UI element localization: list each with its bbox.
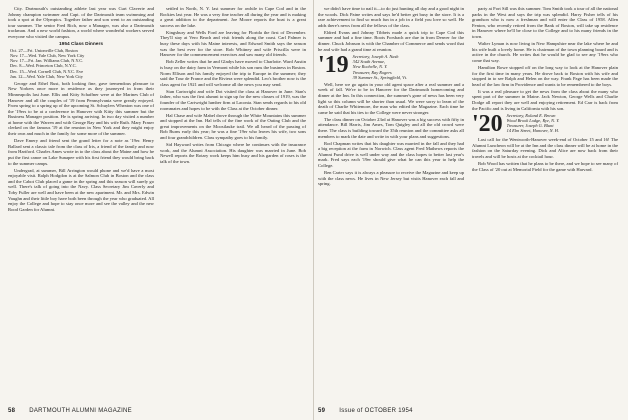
officer-line: 14 Elm Street, Hanover, N. H. (506, 128, 560, 134)
column-4 (472, 6, 618, 174)
page-number: 58 (8, 408, 16, 414)
class-officers (507, 113, 560, 133)
paragraph: The class dinner on October 23rd at Hanover was a big success with fifty in attendance. Bill Harris, Jim Ames, Tom Quigley and all the old crowd were there. The class is building toward the 35th reunion and the committee asks all members to mark the date and write in with your plans and suggestions. (318, 116, 464, 139)
paragraph: City. Dartmouth's outstanding athlete last year was Curt Claverie and Johnny champion swimmer and Capt. of the Dartmouth team swimming and took a spot at the Olympics. Together father and son went to an outstanding tour summer. The senior Fred Rich, now a Manager, was also a Dartmouth trackman. And a new world fashion, a world where wonderful workers served everyone who visited the campus. (8, 6, 154, 39)
column-3 (318, 6, 464, 188)
paragraph: George and Ethel Rust, both looking fine, gave tremendous pleasure to New Yorkers once more in residence as they journeyed in from their Minneapolis last June. Ellis and Kitty Schaffner were at the Marines Club of Hanover and all the couples of '19 from Pennsylvania were greatly enjoyed. From spring to a spring up of the upcoming St. Schuylers Wheaton was one of the '19ers to be at a conference in Hanover with Kitty this summer but the Business Manager position. He is spring arriving. In two day visited a number at home with the Warren and with George Ray and his wife Ruth. Mary Fraser clerked on the famous '19 at the reunion in New York and they might enjoy their own and much in the family for some more of the summer. (8, 80, 154, 137)
paragraph: Hamilton Rowe stopped off on the long way to look at the Hanover plain for the first time in many years. He drove back to Boston with his wife and stopped in to see Ralph and Helen on the way. Frank Page has been made the head of the law firm in Providence and wants to be remembered to the boys. (472, 64, 618, 87)
paragraph: settled in North, N. Y. last summer for awhile in Cape Cod and in the Rockies last year. He was a very fine teacher all during the year and is making a great addition to the department. Joe Moore reports the boat is a great success on the lake. (160, 6, 306, 28)
class-officers (353, 54, 407, 79)
paragraph: Last call for the Wentworth-Hanover week-end of October 15 and 16! The Alumni Luncheon will be at the Inn and the class dinner will be at home in the fashion on the Saturday evening. Dick and Alice are now back from their travels and will be hosts at the cocktail hour. (472, 137, 618, 159)
officer-line: Wood Brook Lodge, Rye, N. Y. (506, 118, 560, 124)
page-gutter (313, 0, 314, 420)
dinner-schedule (10, 48, 154, 79)
officer-line: Secretary, Roland E. Brown (506, 113, 556, 119)
left-page-footer (8, 408, 132, 414)
column-2 (160, 6, 306, 166)
magazine-title: DARTMOUTH ALUMNI MAGAZINE (29, 408, 132, 414)
class-number: '20 (472, 111, 503, 138)
schedule-item: Nov. 17—Fri. Jan. Williams Club, N.Y.C. (10, 58, 84, 64)
issue-date: Issue of OCTOBER 1954 (339, 408, 413, 414)
schedule-item: Oct. 27—Fri. Unionville Club, Boston (10, 48, 78, 54)
paragraph: party at Fort Sill was this summer. Tom Smith took a tour of all the national parks in the West and says the trip was splendid. Harry Fisher tells of his grandson who is now a freshman and will enter the Class of 1958. Allen Fenton, who recently retired from the Bank of Boston, will take up residence in Hanover where he'll be close to the College and to his many friends in the town. (472, 6, 618, 39)
paragraph: Eldred Evans and Johnny Tibbets made a quick trip to Cape Cod this summer and had a fine time. Boots Forsbach are due in from Denver for the dinner. Chuck Johnson is with the Chamber of Commerce and sends word that he and wife had a grand time at reunion. (318, 29, 464, 52)
paragraph: Bob Wood has written that he plans to be there, and we hope to see many of the Class of '20 out at Memorial Field for the game with Harvard. (472, 161, 618, 172)
schedule-item: Dec. 15—Wed. Cornell Club, N.Y.C. Eve (10, 68, 84, 74)
paragraph: It was a real pleasure to get the news from the class about the many who spent part of the summer in Maine. Jack Newton, George Wells and Charlie Dodge all report they are well and enjoying retirement. Ed Carr is back from the Pacific and is living in California with his son. (472, 88, 618, 111)
paragraph: Walter Lyman is now living in New Hampshire near the lake where he and his wife built a lovely home. He is chairman of the town planning board and is active in the church. He writes that he would be glad to see any '19ers who come that way. (472, 41, 618, 63)
class-header-1919 (318, 54, 464, 79)
schedule-item: Dec. 8—Wed. Princeton Club, N.Y.C. (10, 63, 77, 69)
column-1 (8, 6, 154, 214)
schedule-heading: 1954 Class Dinners (59, 41, 103, 47)
paragraph: Stan Cartwright and wife Dot visited the class at Hanover in June. Stan's father, who was the first alumni to sign up for the new classes of 1919, was the founder of the Cartwright lumber firm at Laconia. Stan sends regards to his old roommates and hopes to be with the Class at the October dinner. (160, 88, 306, 111)
paragraph: Rod Chapman writes that his daughter was married in the fall and they had a big reception at the farm in Norwich. Class agent Fred Mathews reports the Alumni Fund drive is well under way and the class hopes to better last year's mark. Fred says each '19er should give what he can this year to help the College. (318, 140, 464, 169)
paragraph: Hal Chase and wife Mabel drove through the White Mountains this summer and stopped at the Inn. Hal tells of the fine work of the Outing Club and the great improvements on the Moosilauke trail. We all heard of the passing of Bob Burns early this year; he was a fine '19er who leaves his wife, two sons and four grandchildren. Class sympathy goes to his family. (160, 112, 306, 141)
paragraph: Undergrad, at summer, Bill Arrington would phone and we'd have a most enjoyable visit. Ralph Hodgdon is at the Salmon Club in Boston and the class and the Cabot Club placed a game in the spring and this season will surely go well. There's talk of going into the Navy. Class Secretary Jim Caverly and Toby Fuller are well and have been at the new apartment. Mr. and Mrs. Edwin Vaughn and their little boy have both been through the year who graduated. All enjoy the College and hope to stay once more and see the valley and the new Rood Garden for Alumni. (8, 167, 154, 212)
paragraph: Ben Carter says it is always a pleasure to receive the Magazine and keep up with the class news. He lives in New Jersey but visits Hanover each fall and spring. (318, 170, 464, 187)
officer-line: Treasurer, Ray Rogers (352, 69, 392, 75)
officer-line: 39 Summer St., Springfield, Vt. (352, 74, 408, 80)
officer-line: Secretary, Joseph A. Nash (352, 54, 399, 60)
paragraph: Sid Hayward writes from Chicago where he continues with the insurance work, and the Alumni Association. His daughter was married in June. Bob Newell reports the Rotary work keeps him busy and his garden of roses is the talk of the town. (160, 142, 306, 164)
officer-line: New Rochelle, N. Y. (352, 64, 388, 70)
officer-line: Treasurer, Joseph G. Blunt (506, 123, 554, 129)
paragraph: we didn't have time to nail it—to do just hunting all day and a good night in the woods. Dick Paine writes and says he'd better get busy in the store. It is a rare achievement to find so much fun in a job in a field you love so well. He adds there's news from all the fellows of the class. (318, 6, 464, 28)
paragraph: Well, here we go again in your old agent space after a real summer and a week of fall. We're to be in Hanover for the Dartmouth homecoming and dinner at the Inn. In this connection, the summer's gone of news has been very light so this column will be shorter than usual. We were sorry to learn of the death of Charlie Whitemore, the man who edited the Magazine. Each time he came he said that his ties to the College were never stronger. (318, 81, 464, 115)
paragraph: Dave Emery and friend sent the grand letter for a note as '19er. Henry Ballard sent a classic tale from the class of Iris, a friend of the family and now from Hartford. Charles Ames wrote in to the class about the Maine and how he put the first canoe on Lake Sunapee with his first friend they would bring back to the summer camps. (8, 138, 154, 166)
right-page-footer (318, 408, 413, 414)
officer-line: 342 South Avenue, (352, 59, 386, 65)
class-header-1920 (472, 111, 618, 138)
class-number: '19 (318, 52, 349, 79)
page-number: 59 (318, 408, 326, 414)
schedule-item: Nov. 17—Wed. Yale Club, New York City (10, 53, 85, 59)
schedule-item: Jan. 12—Wed. Yale Club, New York City (10, 73, 83, 79)
paragraph: Kingsbury and Wells Ford are leaving for Florida the first of December. They'll stay at Vero Beach and visit friends along the coast. Carl Palmer is busy these days with his Maine interests, and Edward Smith says the season was the best ever for the store. Rob Whitney and wife Priscilla were in Hanover for the commencement exercises and saw many old friends. (160, 29, 306, 58)
paragraph: Bob Zeller writes that he and Gladys have moved to Charlotte. Ward Austin is busy on the dairy farm in Vermont while his son runs the business in Boston. Norm Ellison and his family enjoyed the trip to Europe in the summer; they said the Tour de France and the Riviera were splendid. Leo's brother now is the class agent for 1921 and will welcome all the news you may send. (160, 59, 306, 87)
